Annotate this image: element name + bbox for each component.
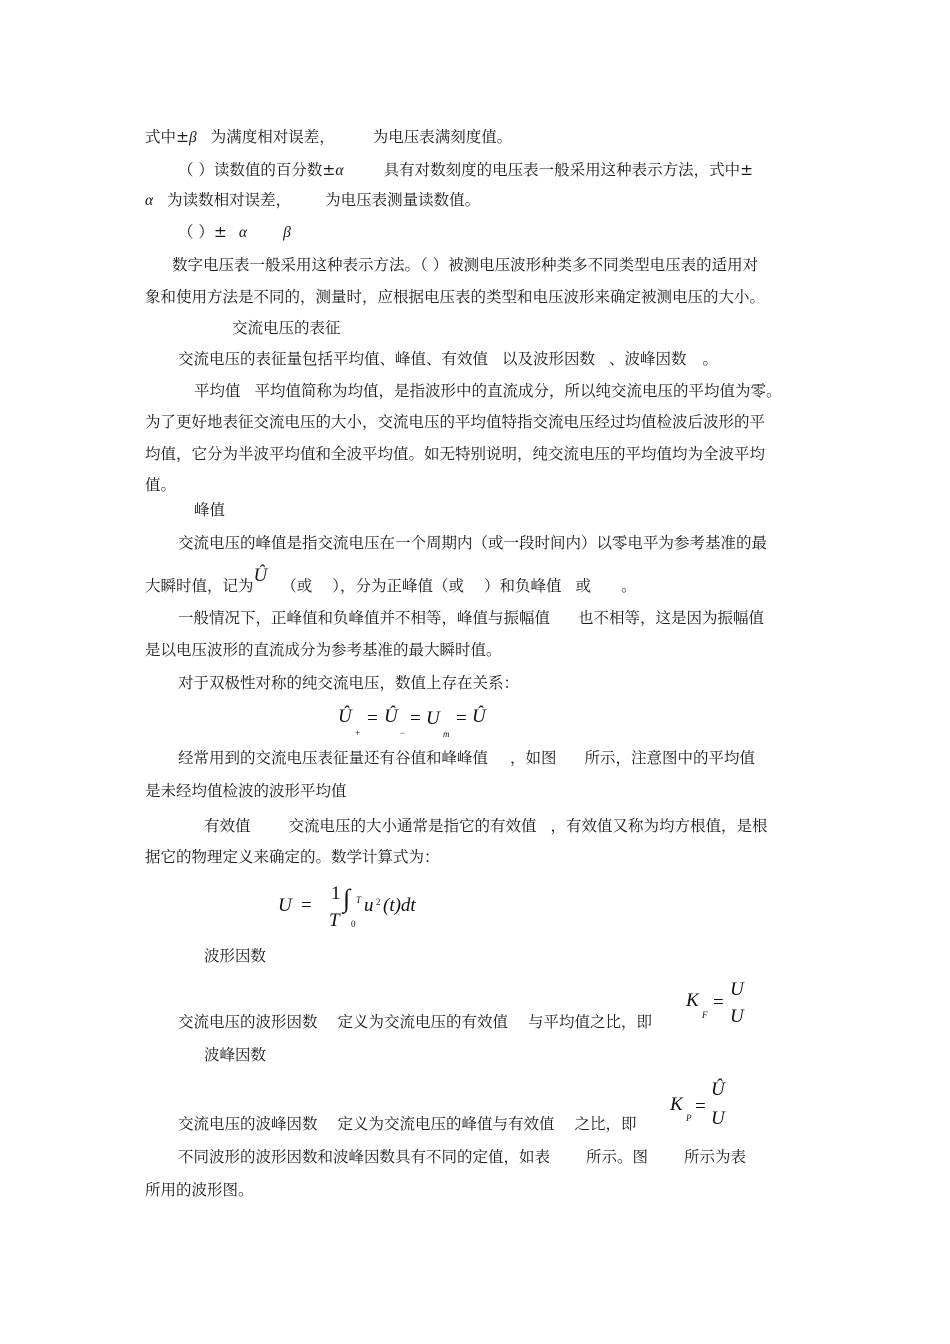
fraction-denominator: U	[711, 1108, 725, 1129]
fraction-numerator: U	[730, 979, 744, 1000]
symbol-alpha: α	[238, 224, 248, 241]
text-span: 具有对数刻度的电压表一般采用这种表示方法，式中±	[383, 161, 754, 179]
symbol-alpha: α	[145, 192, 154, 209]
text-span: 所示。图	[586, 1148, 649, 1166]
text-line	[145, 190, 480, 211]
equals-sign: =	[410, 708, 421, 729]
text-line: 数字电压表一般采用这种表示方法。（ ）被测电压波形种类多不同类型电压表的适用对	[172, 256, 759, 274]
fraction-denominator: T	[329, 910, 340, 931]
text-line	[178, 1147, 746, 1167]
symbol-u-hat: Û	[384, 706, 398, 727]
text-line: 值。	[145, 476, 177, 494]
equals-sign: =	[713, 992, 724, 1013]
text-span: 交流电压的波形因数	[178, 1013, 318, 1031]
text-span: 为电压表测量读数值。	[325, 191, 481, 209]
equals-sign: =	[456, 708, 467, 729]
text-span: 为电压表满刻度值。	[372, 128, 513, 146]
text-line: 象和使用方法是不同的，测量时，应根据电压表的类型和电压波形来确定被测电压的大小。	[145, 288, 766, 306]
text-line	[194, 381, 782, 401]
text-span: 平均值简称为均值，是指波形中的直流成分，所以纯交流电压的平均值为零。	[254, 382, 782, 400]
subscript-f: F	[702, 1010, 708, 1020]
text-line	[178, 349, 718, 369]
text-span: 交流电压的表征量包括平均值、峰值、有效值	[178, 350, 489, 368]
text-span: ），分为正峰值（或	[332, 577, 465, 595]
text-span: 所示为表	[684, 1148, 747, 1166]
subscript-minus: −	[400, 728, 406, 738]
text-line	[204, 816, 768, 836]
text-span: 为读数相对误差，	[167, 191, 292, 209]
text-line	[178, 160, 753, 181]
text-span: 所示，注意图中的平均值	[584, 749, 756, 767]
equals-sign: =	[695, 1096, 706, 1117]
symbol-u: U	[278, 895, 292, 916]
text-span: （ ）读数值的百分数±	[178, 161, 336, 179]
text-line	[178, 608, 764, 628]
text-span: （ ）±	[178, 223, 227, 241]
subscript-p: P	[686, 1113, 692, 1123]
subheading-form-factor: 波形因数	[204, 947, 267, 965]
equals-sign: =	[301, 895, 312, 916]
symbol-u-lower: u	[364, 895, 374, 916]
subheading-rms: 有效值	[204, 817, 251, 835]
text-span: 。	[702, 350, 719, 368]
text-span: 不同波形的波形因数和波峰因数具有不同的定值，如表	[178, 1148, 551, 1166]
text-span: 或	[575, 577, 592, 595]
subheading-peak: 峰值	[194, 501, 226, 519]
text-span: （或	[281, 577, 313, 595]
text-span: 之比，即	[574, 1115, 637, 1133]
symbol-k: K	[686, 990, 699, 1011]
text-span: 一般情况下，正峰值和负峰值并不相等，峰值与振幅值	[178, 609, 551, 627]
text-line	[178, 1012, 652, 1032]
text-line: 对于双极性对称的纯交流电压，数值上存在关系：	[178, 674, 520, 692]
text-span: 、波峰因数	[609, 350, 687, 368]
fraction-denominator: U	[730, 1006, 744, 1027]
symbol-beta: β	[189, 129, 197, 146]
text-span: 为满度相对误差，	[210, 128, 335, 146]
text-line	[145, 565, 637, 596]
text-span: 经常用到的交流电压表征量还有谷值和峰峰值	[178, 749, 489, 767]
subscript-plus: +	[355, 728, 361, 738]
subheading-crest-factor: 波峰因数	[204, 1046, 267, 1064]
text-span: 大瞬时值，记为	[145, 577, 254, 595]
fraction-numerator: Û	[711, 1079, 725, 1100]
text-span: 式中±	[145, 128, 189, 146]
subheading-average: 平均值	[194, 382, 241, 400]
text-span: 也不相等，这是因为振幅值	[578, 609, 765, 627]
integral-upper-limit: T	[356, 895, 362, 905]
text-line: 均值，它分为半波平均值和全波平均值。如无特别说明，纯交流电压的平均值均为全波平均	[145, 445, 766, 463]
text-span: 定义为交流电压的有效值	[337, 1013, 509, 1031]
equals-sign: =	[367, 708, 378, 729]
exponent-two: 2	[376, 897, 381, 907]
text-line	[178, 222, 291, 243]
symbol-u: U	[426, 708, 440, 729]
text-line: 所用的波形图。	[145, 1181, 254, 1199]
symbol-u-hat: Û	[472, 706, 486, 727]
text-span: 交流电压的波峰因数	[178, 1115, 318, 1133]
text-span: 与平均值之比，即	[528, 1013, 653, 1031]
integral-lower-limit: 0	[351, 919, 356, 929]
text-span: 以及波形因数	[502, 350, 596, 368]
symbol-k: K	[670, 1094, 683, 1115]
text-span: 。	[621, 577, 637, 595]
text-line: 是以电压波形的直流成分为参考基准的最大瞬时值。	[145, 641, 502, 659]
text-line	[178, 1114, 637, 1134]
fraction-numerator: 1	[331, 883, 341, 904]
text-line: 是未经均值检波的波形平均值	[145, 782, 347, 800]
text-span: ，有效值又称为均方根值，是根	[550, 817, 768, 835]
text-line: 据它的物理定义来确定的。数学计算式为：	[145, 848, 440, 866]
text-line: 交流电压的峰值是指交流电压在一个周期内（或一段时间内）以零电平为参考基准的最	[178, 534, 768, 552]
formula-tail: (t)dt	[383, 895, 416, 916]
text-span: 定义为交流电压的峰值与有效值	[337, 1115, 555, 1133]
text-span: ，如图	[510, 749, 557, 767]
section-heading: 交流电压的表征	[232, 319, 341, 337]
text-line	[145, 127, 512, 148]
subscript-m: m	[443, 729, 450, 739]
symbol-beta: β	[283, 224, 291, 241]
symbol-u-hat: Û	[253, 565, 268, 586]
text-span: 交流电压的大小通常是指它的有效值	[288, 817, 537, 835]
integral-sign: ∫	[343, 884, 351, 913]
text-span: ）和负峰值	[484, 577, 562, 595]
text-line: 为了更好地表征交流电压的大小，交流电压的平均值特指交流电压经过均值检波后波形的平	[145, 413, 766, 431]
symbol-u-hat: Û	[338, 706, 352, 727]
symbol-alpha: α	[335, 162, 344, 179]
text-line	[178, 748, 755, 768]
